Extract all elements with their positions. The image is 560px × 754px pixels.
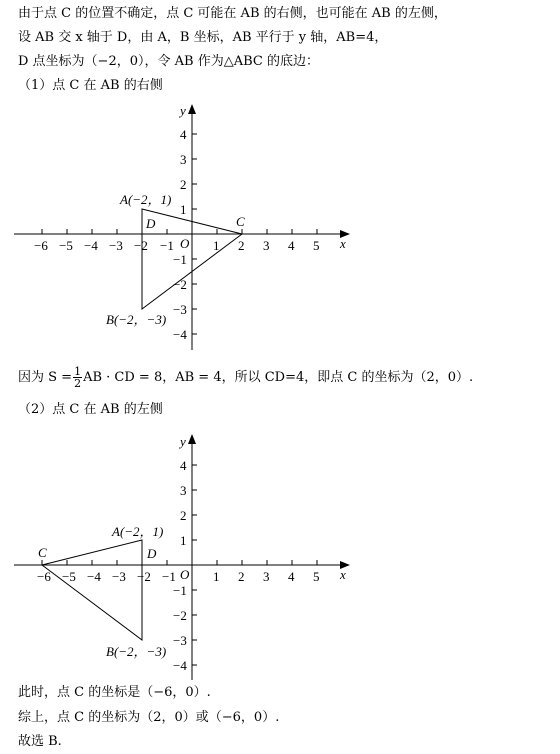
conclusion-post: AB · CD = 8，AB = 4，所以 CD=4，即点 C 的坐标为（2，0）. [83, 370, 474, 385]
x-tick-label: −5 [62, 569, 76, 584]
y-tick-label: 1 [180, 202, 187, 217]
fraction-one-half [73, 366, 82, 389]
x-tick-label: 4 [288, 569, 295, 584]
y-tick-label: −3 [173, 633, 187, 648]
triangle-abc [42, 540, 142, 640]
y-tick-label: −4 [173, 658, 187, 673]
graph-case-left [0, 425, 560, 687]
x-tick-label: 1 [213, 238, 220, 253]
y-tick-label: 3 [180, 152, 187, 167]
case2-conclusion: 此时，点 C 的坐标是（−6，0）. [18, 685, 211, 700]
fraction-numerator: 1 [74, 365, 82, 378]
graph-case-right [0, 95, 560, 355]
point-c-label: C [38, 545, 47, 560]
y-tick-label: 3 [180, 483, 187, 498]
x-axis-label: x [340, 236, 346, 251]
y-axis-label: y [180, 103, 186, 118]
point-a-label: A(−2，1) [112, 524, 164, 539]
x-tick-label: 2 [238, 569, 245, 584]
origin-label: O [180, 567, 190, 582]
x-tick-label: 2 [238, 238, 245, 253]
y-tick-label: −2 [173, 277, 187, 292]
fraction-denominator: 2 [74, 377, 82, 390]
point-a-label: A(−2，1) [120, 192, 172, 207]
point-b-label: B(−2，−3) [106, 644, 167, 659]
y-tick-label: −1 [173, 583, 187, 598]
y-axis-arrow [188, 104, 196, 114]
x-tick-label: 1 [213, 569, 220, 584]
x-tick-label: −1 [160, 238, 174, 253]
x-tick-label: −6 [37, 569, 51, 584]
summary-line: 综上，点 C 的坐标为（2，0）或（−6，0）. [18, 710, 280, 725]
x-tick-label: −3 [112, 569, 126, 584]
x-tick-label: 3 [263, 238, 270, 253]
intro-line-1: 由于点 C 的位置不确定，点 C 可能在 AB 的右侧，也可能在 AB 的左侧， [18, 6, 447, 21]
point-d-label: D [146, 216, 156, 231]
x-tick-label: −2 [134, 238, 148, 253]
x-tick-label: −4 [84, 238, 98, 253]
y-tick-label: 2 [180, 177, 187, 192]
x-axis-label: x [340, 567, 346, 582]
origin-label: O [180, 236, 190, 251]
conclusion-pre: 因为 S = [18, 370, 73, 385]
y-tick-label: 1 [180, 533, 187, 548]
y-tick-label: 4 [180, 458, 187, 473]
case1-heading: （1）点 C 在 AB 的右侧 [18, 78, 163, 93]
point-d-label: D [147, 546, 157, 561]
y-axis-arrow [188, 434, 196, 444]
y-tick-label: −2 [173, 608, 187, 623]
y-tick-label: 4 [180, 127, 187, 142]
x-tick-label: 4 [288, 238, 295, 253]
x-tick-label: 3 [263, 569, 270, 584]
x-tick-label: −2 [137, 569, 151, 584]
y-tick-label: 2 [180, 508, 187, 523]
y-tick-label: −1 [173, 252, 187, 267]
point-c-label: C [236, 214, 245, 229]
y-tick-label: −3 [173, 302, 187, 317]
answer-line: 故选 B. [18, 734, 62, 749]
y-axis-label: y [180, 434, 186, 449]
intro-line-2: 设 AB 交 x 轴于 D，由 A，B 坐标，AB 平行于 y 轴，AB=4， [18, 30, 388, 45]
x-tick-label: −1 [162, 569, 176, 584]
point-b-label: B(−2，−3) [106, 312, 167, 327]
intro-line-3: D 点坐标为（−2，0），令 AB 作为△ABC 的底边： [18, 54, 319, 69]
x-tick-label: −5 [59, 238, 73, 253]
case2-heading: （2）点 C 在 AB 的左侧 [18, 402, 163, 417]
x-tick-label: −3 [109, 238, 123, 253]
case1-conclusion [18, 366, 473, 389]
x-tick-label: 5 [313, 238, 320, 253]
y-tick-label: −4 [173, 327, 187, 342]
x-tick-label: 5 [313, 569, 320, 584]
x-tick-label: −4 [87, 569, 101, 584]
x-tick-label: −6 [34, 238, 48, 253]
